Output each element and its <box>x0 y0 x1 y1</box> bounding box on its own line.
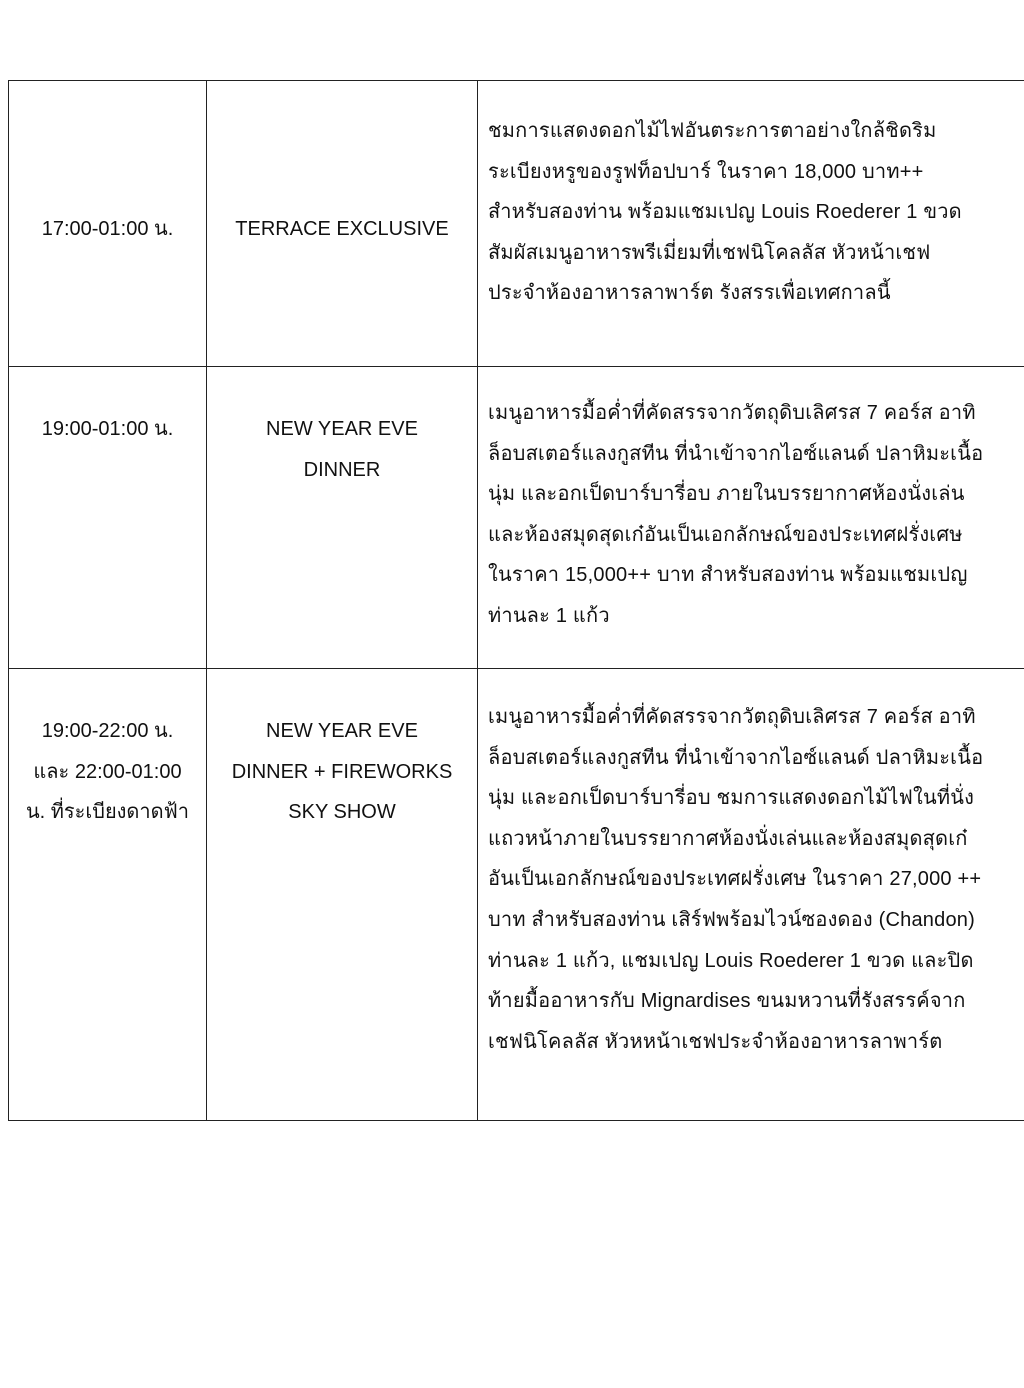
detail-line: และห้องสมุดสุดเก๋อันเป็นเอกลักษณ์ของประเทศฝรั่งเศษ <box>488 523 963 546</box>
detail-cell <box>478 81 1024 367</box>
detail-line: สัมผัสเมนูอาหารพรีเมี่ยมที่เชฟนิโคลลัส หัวหน้าเชฟ <box>488 241 931 264</box>
detail-line: นุ่ม และอกเป็ดบาร์บารี่อบ ภายในบรรยากาศห้องนั่งเล่น <box>488 483 965 506</box>
table-row <box>9 81 1024 367</box>
time-text: 19:00-22:00 น. <box>41 720 174 742</box>
detail-line: นุ่ม และอกเป็ดบาร์บารี่อบ ชมการแสดงดอกไม้ไฟในที่นั่ง <box>488 787 975 810</box>
detail-line: ล็อบสเตอร์แลงกูสทีน ที่นำเข้าจากไอซ์แลนด์ ปลาหิมะเนื้อ <box>488 746 984 769</box>
time-text: และ 22:00-01:00 <box>33 760 182 783</box>
table-row <box>9 367 1024 669</box>
detail-line: ล็อบสเตอร์แลงกูสทีน ที่นำเข้าจากไอซ์แลนด์ ปลาหิมะเนื้อ <box>488 442 984 465</box>
detail-line: เมนูอาหารมื้อค่ำที่คัดสรรจากวัตถุดิบเลิศรส 7 คอร์ส อาทิ <box>488 706 976 728</box>
detail-line: บาท สำหรับสองท่าน เสิร์ฟพร้อมไวน์ซองดอง (Chandon) <box>488 908 975 931</box>
time-cell <box>9 367 207 669</box>
package-name: DINNER <box>303 458 381 481</box>
detail-line: สำหรับสองท่าน พร้อมแชมเปญ Louis Roederer 1 ขวด <box>488 201 962 224</box>
time-text: 17:00-01:00 น. <box>41 218 174 241</box>
detail-line: อันเป็นเอกลักษณ์ของประเทศฝรั่งเศษ ในราคา 27,000 ++ <box>488 868 982 891</box>
detail-line: เมนูอาหารมื้อค่ำที่คัดสรรจากวัตถุดิบเลิศรส 7 คอร์ส อาทิ <box>488 402 976 424</box>
package-cell <box>207 81 478 367</box>
table-row <box>9 669 1024 1121</box>
package-name: SKY SHOW <box>288 801 396 824</box>
package-name: TERRACE EXCLUSIVE <box>235 218 449 241</box>
time-text: น. ที่ระเบียงดาดฟ้า <box>25 801 190 824</box>
time-cell <box>9 669 207 1121</box>
package-cell <box>207 669 478 1121</box>
detail-line: เชฟนิโคลลัส หัวหหน้าเชฟประจำห้องอาหารลาพาร์ต <box>488 1030 943 1053</box>
detail-line: ระเบียงหรูของรูฟท็อปบาร์ ในราคา 18,000 บาท++ <box>488 160 924 183</box>
detail-line: ท้ายมื้ออาหารกับ Mignardises ขนมหวานที่รังสรรค์จาก <box>488 990 966 1013</box>
detail-line: ชมการแสดงดอกไม้ไฟอันตระการตาอย่างใกล้ชิดริม <box>488 120 937 142</box>
package-cell <box>207 367 478 669</box>
package-name: NEW YEAR EVE <box>266 418 418 440</box>
event-packages-table <box>8 80 1024 1121</box>
detail-cell <box>478 669 1024 1121</box>
detail-line: ท่านละ 1 แก้ว <box>488 604 610 627</box>
package-name: DINNER + FIREWORKS <box>231 760 453 783</box>
time-cell <box>9 81 207 367</box>
detail-line: แถวหน้าภายในบรรยากาศห้องนั่งเล่นและห้องสมุดสุดเก๋ <box>488 827 968 850</box>
detail-line: ในราคา 15,000++ บาท สำหรับสองท่าน พร้อมแชมเปญ <box>488 564 968 587</box>
detail-line: ประจำห้องอาหารลาพาร์ต รังสรรเพื่อเทศกาลนี้ <box>488 282 891 305</box>
detail-line: ท่านละ 1 แก้ว, แชมเปญ Louis Roederer 1 ขวด และปิด <box>488 949 974 972</box>
time-text: 19:00-01:00 น. <box>41 418 174 440</box>
package-name: NEW YEAR EVE <box>266 720 418 742</box>
detail-cell <box>478 367 1024 669</box>
